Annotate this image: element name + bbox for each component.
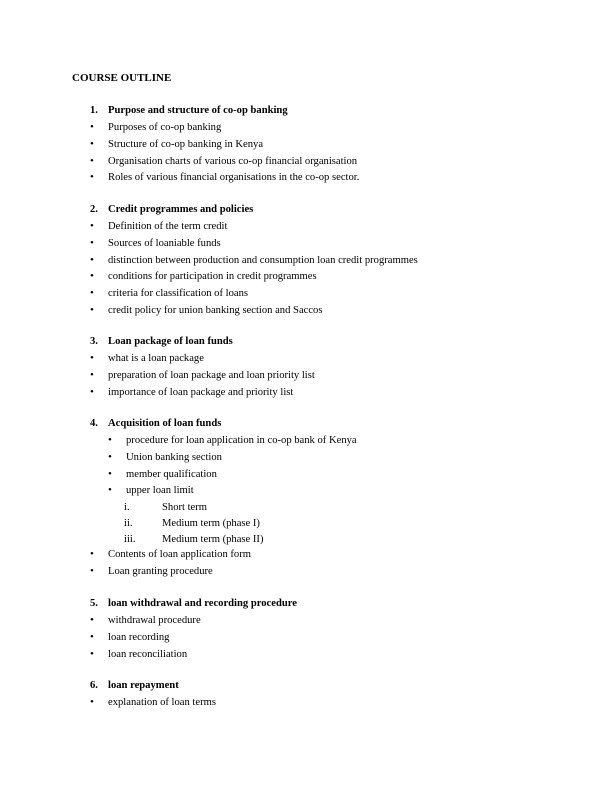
list-item [90,648,570,662]
section-5 [90,597,570,664]
bullet-icon: • [90,303,94,316]
bullet-icon: • [108,484,112,497]
list-item [90,565,570,579]
list-item-text: member qualification [126,468,217,480]
roman-numeral: ii. [124,517,133,529]
section-2 [90,203,570,321]
section-4 [90,417,570,582]
section-number: 3. [90,336,98,347]
list-item-text: procedure for loan application in co-op bank of Kenya [126,435,357,446]
bullet-icon: • [90,154,94,167]
section-number: 4. [90,418,98,429]
bullet-icon: • [90,696,94,708]
list-item-text: conditions for participation in credit programmes [108,271,317,283]
list-item-text: Loan granting procedure [108,566,213,578]
list-item-text: Roles of various financial organisations in the co-op sector. [108,172,360,184]
bullet-icon: • [90,352,94,364]
list-item-text: criteria for classification of loans [108,288,249,300]
roman-list-item [90,533,570,546]
list-item-text: loan recording [108,631,170,643]
list-item [90,121,570,135]
list-item-text: distinction between production and consumption loan credit programmes [108,254,418,266]
list-item-text: Medium term (phase I) [162,517,260,529]
section-number: 2. [90,204,98,215]
bullet-icon: • [90,236,94,249]
section-title: Credit programmes and policies [108,204,254,215]
list-item-text: Definition of the term credit [108,221,228,232]
section-title: Acquisition of loan funds [108,418,222,429]
bullet-icon: • [90,121,94,133]
list-item-text: withdrawal procedure [108,615,201,626]
list-item [90,696,570,710]
list-item-text: importance of loan package and priority list [108,386,294,398]
list-item-text: credit policy for union banking section and Saccos [108,304,323,316]
list-item [90,369,570,383]
list-item-text: what is a loan package [108,353,204,364]
bullet-icon: • [108,434,112,446]
list-item [90,155,570,169]
bullet-icon: • [108,467,112,480]
list-item [90,220,570,234]
list-item-text: upper loan limit [126,485,194,497]
list-item-text: Short term [162,502,208,514]
bullet-icon: • [90,385,94,398]
section-title: Purpose and structure of co-op banking [108,105,288,116]
bullet-icon: • [90,548,94,561]
list-item [90,287,570,301]
list-item-text: explanation of loan terms [108,697,216,708]
list-item [90,237,570,251]
bullet-icon: • [108,450,112,463]
list-item [90,270,570,284]
roman-numeral: i. [124,502,130,514]
list-item-text: Medium term (phase II) [162,533,264,545]
sub-list-item [90,451,570,465]
list-item [90,614,570,628]
section-heading [90,203,570,217]
section-number: 1. [90,105,98,116]
list-item-text: preparation of loan package and loan priority list [108,369,315,381]
section-3 [90,335,570,402]
bullet-icon: • [90,647,94,660]
section-heading [90,104,570,118]
sub-list-item [90,434,570,448]
section-title: Loan package of loan funds [108,336,233,347]
list-item [90,304,570,318]
list-item-text: Sources of loaniable funds [108,237,221,249]
list-item [90,138,570,152]
list-item [90,352,570,366]
list-item [90,254,570,268]
list-item [90,171,570,185]
list-item-text: Structure of co-op banking in Kenya [108,138,264,150]
roman-list-item [90,517,570,530]
section-heading [90,597,570,611]
bullet-icon: • [90,368,94,381]
list-item [90,631,570,645]
page-title: COURSE OUTLINE [72,72,172,84]
list-item [90,386,570,400]
section-6 [90,679,570,713]
bullet-icon: • [90,565,94,578]
list-item [90,548,570,562]
bullet-icon: • [90,137,94,150]
section-heading [90,417,570,431]
bullet-icon: • [90,253,94,266]
bullet-icon: • [90,270,94,283]
sub-list-item [90,484,570,498]
section-title: loan repayment [108,680,179,691]
list-item-text: Contents of loan application form [108,549,251,561]
list-item-text: Purposes of co-op banking [108,122,222,133]
list-item-text: Organisation charts of various co-op financial organisation [108,155,358,167]
roman-numeral: iii. [124,533,136,545]
section-number: 5. [90,598,98,609]
section-title: loan withdrawal and recording procedure [108,598,297,609]
section-number: 6. [90,680,98,691]
roman-list-item [90,501,570,514]
bullet-icon: • [90,614,94,626]
list-item-text: loan reconciliation [108,648,188,660]
bullet-icon: • [90,630,94,643]
section-1 [90,104,570,188]
bullet-icon: • [90,220,94,232]
list-item-text: Union banking section [126,451,222,463]
section-heading [90,335,570,349]
section-heading [90,679,570,693]
bullet-icon: • [90,171,94,184]
sub-list-item [90,468,570,482]
bullet-icon: • [90,287,94,300]
